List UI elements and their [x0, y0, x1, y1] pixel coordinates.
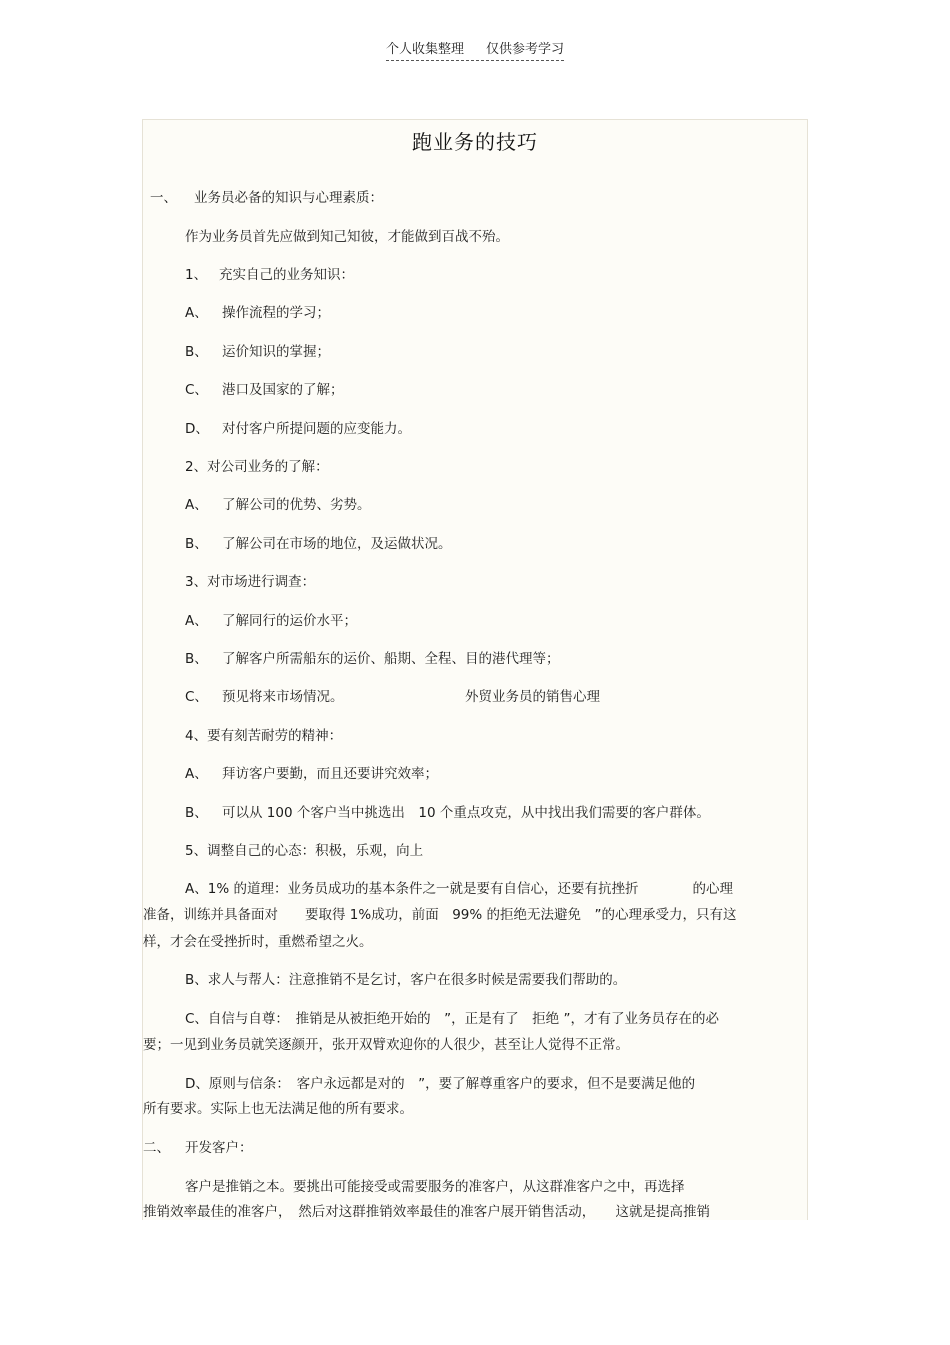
line-text: 了解同行的运价水平；	[222, 613, 357, 629]
subheading-line: 2、对公司业务的了解：	[185, 459, 329, 475]
item-letter: C、	[185, 382, 208, 398]
header-left-text: 个人收集整理	[385, 42, 464, 57]
item-letter: B、	[185, 344, 208, 360]
item-letter: B、	[185, 805, 208, 821]
paragraph-line: A、1% 的道理：业务员成功的基本条件之一就是要有自信心，还要有抗挫折 的心理	[185, 881, 733, 897]
item-letter: A、	[185, 497, 208, 513]
document-page	[142, 119, 808, 1220]
section-heading-1	[150, 186, 383, 206]
list-item	[185, 762, 438, 782]
subheading-line: 5、调整自己的心态：积极，乐观，向上	[185, 843, 424, 859]
line-text: 充实自己的业务知识：	[219, 267, 354, 283]
paragraph-line: D、原则与信条： 客户永远都是对的 ”，要了解尊重客户的要求，但不是要满足他的	[185, 1076, 696, 1092]
header-underline	[386, 38, 564, 61]
section-heading-2	[143, 1136, 253, 1156]
section-number: 一、	[150, 190, 177, 206]
list-item	[185, 647, 560, 667]
list-item	[185, 685, 344, 705]
item-letter: A、	[185, 766, 208, 782]
paragraph-line: 推销效率最佳的准客户， 然后对这群推销效率最佳的准客户展开销售活动， 这就是提高推销	[143, 1204, 710, 1220]
list-item	[185, 301, 330, 321]
paragraph-line: 准备，训练并具备面对 要取得 1%成功，前面 99% 的拒绝无法避免 ”的心理承受力，只有这	[143, 907, 737, 923]
paragraph-line: B、求人与帮人：注意推销不是乞讨，客户在很多时候是需要我们帮助的。	[185, 972, 627, 988]
line-text: 运价知识的掌握；	[222, 344, 330, 360]
list-item	[185, 417, 411, 437]
item-letter: A、	[185, 305, 208, 321]
list-item	[185, 378, 344, 398]
subheading-line: 3、对市场进行调查：	[185, 574, 316, 590]
item-letter: B、	[185, 536, 208, 552]
paragraph-line: 所有要求。实际上也无法满足他的所有要求。	[143, 1101, 413, 1117]
line-text: 港口及国家的了解；	[222, 382, 344, 398]
page-header	[0, 38, 950, 61]
item-letter: A、	[185, 613, 208, 629]
section-number: 二、	[143, 1140, 170, 1156]
paragraph-line: C、自信与自尊： 推销是从被拒绝开始的 ”，正是有了 拒绝 ”，才有了业务员存在的必	[185, 1011, 719, 1027]
item-letter: D、	[185, 421, 209, 437]
line-text: 可以从 100 个客户当中挑选出 10 个重点攻克，从中找出我们需要的客户群体。	[222, 805, 710, 821]
line-text: 了解公司的优势、劣势。	[222, 497, 371, 513]
line-text: 业务员必备的知识与心理素质：	[194, 190, 383, 206]
list-item	[185, 609, 357, 629]
line-text: 了解公司在市场的地位，及运做状况。	[222, 536, 452, 552]
paragraph-line: 要；一见到业务员就笑逐颜开，张开双臂欢迎你的人很少，甚至让人觉得不正常。	[143, 1037, 629, 1053]
document-title: 跑业务的技巧	[412, 130, 538, 154]
item-number: 1、	[185, 267, 208, 283]
line-text: 预见将来市场情况。	[222, 689, 344, 705]
list-item	[185, 801, 710, 821]
paragraph-line: 客户是推销之本。要挑出可能接受或需要服务的准客户，从这群准客户之中，再选择	[185, 1179, 685, 1195]
line-text: 开发客户：	[185, 1140, 253, 1156]
item-letter: B、	[185, 651, 208, 667]
list-item	[185, 340, 330, 360]
list-item	[185, 493, 371, 513]
list-item	[185, 532, 452, 552]
paragraph-line: 作为业务员首先应做到知己知彼，才能做到百战不殆。	[185, 229, 509, 245]
subheading-line	[185, 263, 354, 283]
line-text: 对付客户所提问题的应变能力。	[222, 421, 411, 437]
inline-fragment: 外贸业务员的销售心理	[465, 689, 600, 705]
line-text: 拜访客户要勤，而且还要讲究效率；	[222, 766, 438, 782]
line-text: 操作流程的学习；	[222, 305, 330, 321]
item-letter: C、	[185, 689, 208, 705]
line-text: 了解客户所需船东的运价、船期、全程、目的港代理等；	[222, 651, 560, 667]
header-right-text: 仅供参考学习	[486, 42, 565, 57]
subheading-line: 4、要有刻苦耐劳的精神：	[185, 728, 343, 744]
paragraph-line: 样，才会在受挫折时，重燃希望之火。	[143, 934, 373, 950]
